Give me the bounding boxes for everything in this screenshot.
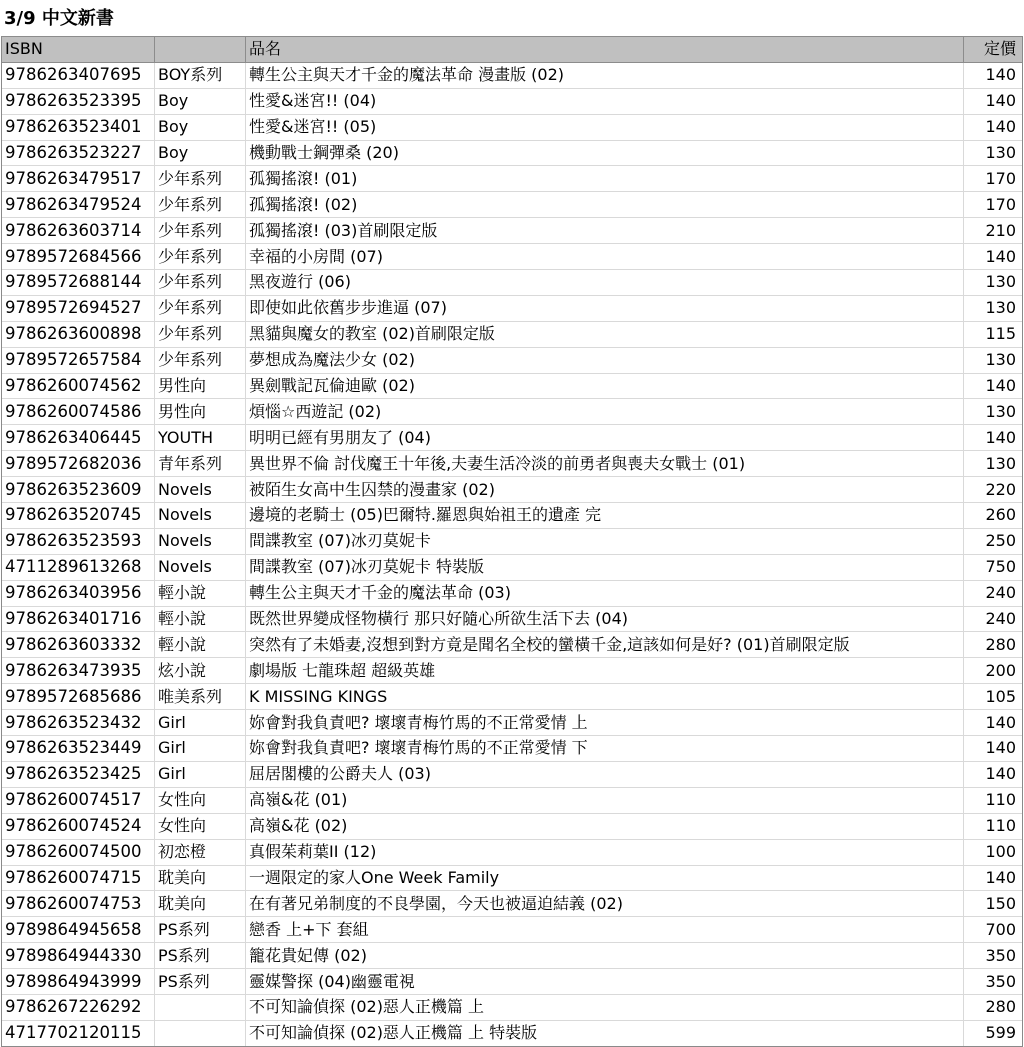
- isbn-cell[interactable]: 9786260074715: [2, 865, 155, 891]
- table-row: [2, 114, 1023, 140]
- table-row: [2, 761, 1023, 787]
- header-series[interactable]: [155, 37, 246, 63]
- price-cell[interactable]: 140: [964, 710, 1023, 736]
- table-row: [2, 218, 1023, 244]
- isbn-cell[interactable]: 9789572684566: [2, 244, 155, 270]
- price-cell[interactable]: 140: [964, 62, 1023, 88]
- isbn-cell[interactable]: 9786263479524: [2, 192, 155, 218]
- isbn-cell[interactable]: 9789864943999: [2, 969, 155, 995]
- table-row: [2, 658, 1023, 684]
- table-row: [2, 554, 1023, 580]
- isbn-cell[interactable]: 9789864945658: [2, 917, 155, 943]
- price-cell[interactable]: 280: [964, 632, 1023, 658]
- price-cell[interactable]: 110: [964, 787, 1023, 813]
- series-cell[interactable]: Boy: [155, 114, 246, 140]
- name-cell[interactable]: 幸福的小房間 (07): [246, 244, 964, 270]
- name-cell[interactable]: 妳會對我負責吧? 壞壞青梅竹馬的不正常愛情 上: [246, 710, 964, 736]
- series-cell[interactable]: 男性向: [155, 373, 246, 399]
- series-cell[interactable]: 少年系列: [155, 295, 246, 321]
- isbn-cell[interactable]: 9789572685686: [2, 684, 155, 710]
- price-cell[interactable]: 140: [964, 114, 1023, 140]
- isbn-cell[interactable]: 9786263523449: [2, 736, 155, 762]
- table-row: [2, 399, 1023, 425]
- table-row: [2, 321, 1023, 347]
- name-cell[interactable]: 異世界不倫 討伐魔王十年後,夫妻生活冷淡的前勇者與喪夫女戰士 (01): [246, 451, 964, 477]
- price-cell[interactable]: 130: [964, 295, 1023, 321]
- table-row: [2, 166, 1023, 192]
- isbn-cell[interactable]: 9786263523432: [2, 710, 155, 736]
- isbn-cell[interactable]: 9786263603332: [2, 632, 155, 658]
- isbn-cell[interactable]: 9786260074753: [2, 891, 155, 917]
- name-cell[interactable]: 夢想成為魔法少女 (02): [246, 347, 964, 373]
- header-row: [2, 37, 1023, 63]
- table-row: [2, 969, 1023, 995]
- series-cell[interactable]: 唯美系列: [155, 684, 246, 710]
- name-cell[interactable]: 孤獨搖滾! (02): [246, 192, 964, 218]
- price-cell[interactable]: 105: [964, 684, 1023, 710]
- series-cell[interactable]: PS系列: [155, 943, 246, 969]
- series-cell[interactable]: PS系列: [155, 969, 246, 995]
- price-cell[interactable]: 130: [964, 140, 1023, 166]
- series-cell[interactable]: 輕小說: [155, 632, 246, 658]
- series-cell[interactable]: 少年系列: [155, 270, 246, 296]
- price-cell[interactable]: 750: [964, 554, 1023, 580]
- series-cell[interactable]: 少年系列: [155, 321, 246, 347]
- isbn-cell[interactable]: 9786267226292: [2, 994, 155, 1020]
- series-cell[interactable]: 少年系列: [155, 347, 246, 373]
- series-cell[interactable]: 女性向: [155, 813, 246, 839]
- price-cell[interactable]: 130: [964, 399, 1023, 425]
- isbn-cell[interactable]: 9789572657584: [2, 347, 155, 373]
- price-cell[interactable]: 599: [964, 1020, 1023, 1046]
- name-cell[interactable]: 屈居閣樓的公爵夫人 (03): [246, 761, 964, 787]
- series-cell[interactable]: Girl: [155, 761, 246, 787]
- price-cell[interactable]: 280: [964, 994, 1023, 1020]
- table-row: [2, 244, 1023, 270]
- header-name[interactable]: 品名: [246, 37, 964, 63]
- series-cell[interactable]: Girl: [155, 736, 246, 762]
- table-body: [2, 62, 1023, 1046]
- isbn-cell[interactable]: 9786263523609: [2, 477, 155, 503]
- name-cell[interactable]: 高嶺&花 (01): [246, 787, 964, 813]
- name-cell[interactable]: 轉生公主與天才千金的魔法革命 (03): [246, 580, 964, 606]
- name-cell[interactable]: 孤獨搖滾! (01): [246, 166, 964, 192]
- book-table: [1, 36, 1023, 1047]
- series-cell[interactable]: 耽美向: [155, 865, 246, 891]
- price-cell[interactable]: 140: [964, 865, 1023, 891]
- series-cell[interactable]: Novels: [155, 528, 246, 554]
- table-row: [2, 295, 1023, 321]
- price-cell[interactable]: 130: [964, 347, 1023, 373]
- isbn-cell[interactable]: 9786260074586: [2, 399, 155, 425]
- series-cell[interactable]: 女性向: [155, 787, 246, 813]
- series-cell[interactable]: BOY系列: [155, 62, 246, 88]
- name-cell[interactable]: 戀香 上+下 套組: [246, 917, 964, 943]
- name-cell[interactable]: 靈媒警探 (04)幽靈電視: [246, 969, 964, 995]
- name-cell[interactable]: 異劍戰記瓦倫迪歐 (02): [246, 373, 964, 399]
- price-cell[interactable]: 210: [964, 218, 1023, 244]
- isbn-cell[interactable]: 9786263407695: [2, 62, 155, 88]
- price-cell[interactable]: 140: [964, 88, 1023, 114]
- name-cell[interactable]: 轉生公主與天才千金的魔法革命 漫畫版 (02): [246, 62, 964, 88]
- isbn-cell[interactable]: 9789572688144: [2, 270, 155, 296]
- table-row: [2, 839, 1023, 865]
- table-row: [2, 943, 1023, 969]
- table-row: [2, 528, 1023, 554]
- header-isbn[interactable]: ISBN: [2, 37, 155, 63]
- isbn-cell[interactable]: 9786263603714: [2, 218, 155, 244]
- table-row: [2, 347, 1023, 373]
- isbn-cell[interactable]: 9786260074500: [2, 839, 155, 865]
- name-cell[interactable]: 性愛&迷宮!! (05): [246, 114, 964, 140]
- series-cell[interactable]: Boy: [155, 140, 246, 166]
- isbn-cell[interactable]: 9786263401716: [2, 606, 155, 632]
- isbn-cell[interactable]: 4717702120115: [2, 1020, 155, 1046]
- series-cell[interactable]: 男性向: [155, 399, 246, 425]
- isbn-cell[interactable]: 9786263479517: [2, 166, 155, 192]
- price-cell[interactable]: 220: [964, 477, 1023, 503]
- price-cell[interactable]: 250: [964, 528, 1023, 554]
- isbn-cell[interactable]: 9786263523425: [2, 761, 155, 787]
- series-cell[interactable]: 少年系列: [155, 192, 246, 218]
- price-cell[interactable]: 130: [964, 270, 1023, 296]
- name-cell[interactable]: 妳會對我負責吧? 壞壞青梅竹馬的不正常愛情 下: [246, 736, 964, 762]
- table-row: [2, 373, 1023, 399]
- table-row: [2, 994, 1023, 1020]
- table-row: [2, 62, 1023, 88]
- series-cell[interactable]: Boy: [155, 88, 246, 114]
- price-cell[interactable]: 240: [964, 580, 1023, 606]
- series-cell[interactable]: 耽美向: [155, 891, 246, 917]
- price-cell[interactable]: 170: [964, 166, 1023, 192]
- table-row: [2, 270, 1023, 296]
- name-cell[interactable]: 明明已經有男朋友了 (04): [246, 425, 964, 451]
- series-cell[interactable]: 青年系列: [155, 451, 246, 477]
- isbn-cell[interactable]: 9789572694527: [2, 295, 155, 321]
- table-row: [2, 736, 1023, 762]
- isbn-cell[interactable]: 9786263406445: [2, 425, 155, 451]
- name-cell[interactable]: 籠花貴妃傳 (02): [246, 943, 964, 969]
- name-cell[interactable]: 黑夜遊行 (06): [246, 270, 964, 296]
- name-cell[interactable]: 不可知論偵探 (02)惡人正機篇 上 特裝版: [246, 1020, 964, 1046]
- price-cell[interactable]: 140: [964, 373, 1023, 399]
- isbn-cell[interactable]: 9786263473935: [2, 658, 155, 684]
- name-cell[interactable]: 黑貓與魔女的教室 (02)首刷限定版: [246, 321, 964, 347]
- price-cell[interactable]: 240: [964, 606, 1023, 632]
- table-row: [2, 632, 1023, 658]
- name-cell[interactable]: 在有著兄弟制度的不良學園，今天也被逼迫結義 (02): [246, 891, 964, 917]
- series-cell[interactable]: 輕小說: [155, 606, 246, 632]
- name-cell[interactable]: 孤獨搖滾! (03)首刷限定版: [246, 218, 964, 244]
- isbn-cell[interactable]: 9786263520745: [2, 503, 155, 529]
- name-cell[interactable]: 被陌生女高中生囚禁的漫畫家 (02): [246, 477, 964, 503]
- name-cell[interactable]: 既然世界變成怪物橫行 那只好隨心所欲生活下去 (04): [246, 606, 964, 632]
- price-cell[interactable]: 140: [964, 425, 1023, 451]
- name-cell[interactable]: 高嶺&花 (02): [246, 813, 964, 839]
- series-cell[interactable]: 輕小說: [155, 580, 246, 606]
- isbn-cell[interactable]: 9786260074524: [2, 813, 155, 839]
- table-row: [2, 451, 1023, 477]
- price-cell[interactable]: 140: [964, 736, 1023, 762]
- table-row: [2, 606, 1023, 632]
- name-cell[interactable]: K MISSING KINGS: [246, 684, 964, 710]
- series-cell[interactable]: [155, 994, 246, 1020]
- price-cell[interactable]: 170: [964, 192, 1023, 218]
- name-cell[interactable]: 劇場版 七龍珠超 超級英雄: [246, 658, 964, 684]
- price-cell[interactable]: 700: [964, 917, 1023, 943]
- isbn-cell[interactable]: 9786263523593: [2, 528, 155, 554]
- series-cell[interactable]: PS系列: [155, 917, 246, 943]
- table-row: [2, 710, 1023, 736]
- sheet-title: 3/9 中文新書: [4, 8, 114, 29]
- price-cell[interactable]: 200: [964, 658, 1023, 684]
- name-cell[interactable]: 間諜教室 (07)冰刃莫妮卡 特裝版: [246, 554, 964, 580]
- table-row: [2, 917, 1023, 943]
- isbn-cell[interactable]: 4711289613268: [2, 554, 155, 580]
- isbn-cell[interactable]: 9786263600898: [2, 321, 155, 347]
- isbn-cell[interactable]: 9786260074517: [2, 787, 155, 813]
- name-cell[interactable]: 一週限定的家人One Week Family: [246, 865, 964, 891]
- table-row: [2, 813, 1023, 839]
- series-cell[interactable]: Girl: [155, 710, 246, 736]
- series-cell[interactable]: [155, 1020, 246, 1046]
- series-cell[interactable]: 少年系列: [155, 218, 246, 244]
- series-cell[interactable]: 初恋橙: [155, 839, 246, 865]
- price-cell[interactable]: 350: [964, 969, 1023, 995]
- name-cell[interactable]: 煩惱☆西遊記 (02): [246, 399, 964, 425]
- series-cell[interactable]: 少年系列: [155, 244, 246, 270]
- series-cell[interactable]: Novels: [155, 477, 246, 503]
- table-row: [2, 865, 1023, 891]
- price-cell[interactable]: 140: [964, 244, 1023, 270]
- isbn-cell[interactable]: 9786263523395: [2, 88, 155, 114]
- table-row: [2, 88, 1023, 114]
- name-cell[interactable]: 性愛&迷宮!! (04): [246, 88, 964, 114]
- header-price[interactable]: 定價: [964, 37, 1023, 63]
- table-row: [2, 684, 1023, 710]
- isbn-cell[interactable]: 9789864944330: [2, 943, 155, 969]
- table-row: [2, 477, 1023, 503]
- name-cell[interactable]: 不可知論偵探 (02)惡人正機篇 上: [246, 994, 964, 1020]
- price-cell[interactable]: 100: [964, 839, 1023, 865]
- series-cell[interactable]: 少年系列: [155, 166, 246, 192]
- series-cell[interactable]: 炫小說: [155, 658, 246, 684]
- price-cell[interactable]: 130: [964, 451, 1023, 477]
- isbn-cell[interactable]: 9786263523227: [2, 140, 155, 166]
- series-cell[interactable]: YOUTH: [155, 425, 246, 451]
- name-cell[interactable]: 間諜教室 (07)冰刃莫妮卡: [246, 528, 964, 554]
- table-row: [2, 140, 1023, 166]
- table-row: [2, 580, 1023, 606]
- table-row: [2, 1020, 1023, 1046]
- price-cell[interactable]: 110: [964, 813, 1023, 839]
- isbn-cell[interactable]: 9789572682036: [2, 451, 155, 477]
- price-cell[interactable]: 150: [964, 891, 1023, 917]
- table-row: [2, 891, 1023, 917]
- table-row: [2, 192, 1023, 218]
- price-cell[interactable]: 260: [964, 503, 1023, 529]
- name-cell[interactable]: 即使如此依舊步步進逼 (07): [246, 295, 964, 321]
- isbn-cell[interactable]: 9786263403956: [2, 580, 155, 606]
- name-cell[interactable]: 突然有了未婚妻,沒想到對方竟是聞名全校的蠻橫千金,這該如何是好? (01)首刷限定版: [246, 632, 964, 658]
- name-cell[interactable]: 機動戰士鋼彈桑 (20): [246, 140, 964, 166]
- table-row: [2, 787, 1023, 813]
- price-cell[interactable]: 115: [964, 321, 1023, 347]
- name-cell[interactable]: 真假茱莉葉II (12): [246, 839, 964, 865]
- isbn-cell[interactable]: 9786260074562: [2, 373, 155, 399]
- price-cell[interactable]: 140: [964, 761, 1023, 787]
- table-row: [2, 503, 1023, 529]
- name-cell[interactable]: 邊境的老騎士 (05)巴爾特.羅恩與始祖王的遺產 完: [246, 503, 964, 529]
- isbn-cell[interactable]: 9786263523401: [2, 114, 155, 140]
- series-cell[interactable]: Novels: [155, 503, 246, 529]
- series-cell[interactable]: Novels: [155, 554, 246, 580]
- table-row: [2, 425, 1023, 451]
- price-cell[interactable]: 350: [964, 943, 1023, 969]
